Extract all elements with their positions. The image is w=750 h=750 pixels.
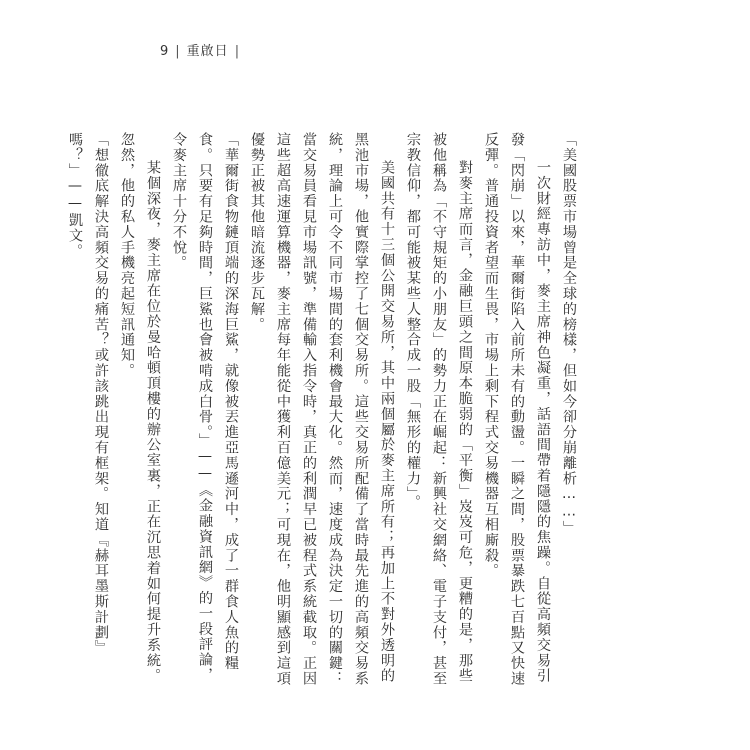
header-separator: |: [175, 44, 181, 59]
paragraph: 某個深夜，麥主席在位於曼哈頓頂樓的辦公室裏，正在沉思着如何提升系統。忽然，他的私人手機亮起短訊通知。: [119, 132, 161, 684]
paragraph: 美國共有十三個公開交易所，其中兩個屬於麥主席所有；再加上不對外透明的黑池市場，他實際掌控了七個交易所。這些交易所配備了當時最先進的高頻交易系統，理論上可令不同市場間的套利機會最大化。然而，速度成為決定一切的關鍵：當交易員看見市場訊號，準備輸入指令時，真正的利潤早已被程式系統截取。正因這些超高速運算機器，麥主席每年能從中獲利百億美元；可現在，他明顯感到這項優勢正被其他暗流逐步瓦解。: [249, 132, 395, 687]
header-separator-end: |: [234, 44, 241, 59]
paragraph: 對麥主席而言，金融巨頭之間原本脆弱的「平衡」岌岌可危，更糟的是，那些被他稱為「不守規矩的小朋友」的勢力正在崛起：新興社交網絡、電子支付，甚至宗教信仰，都可能被某些人整合成一股「無形的權力」。: [405, 132, 473, 687]
body-text: [62, 132, 582, 692]
paragraph: 「華爾街食物鏈頂端的深海巨鯊，就像被丟進亞馬遜河中，成了一群食人魚的糧食。只要有足夠時間，巨鯊也會被啃成白骨。」——《金融資訊網》的一段評論，令麥主席十分不悅。: [171, 132, 239, 683]
paragraph: 「美國股票市場曾是全球的榜樣，但如今卻分崩離析……」: [561, 132, 577, 536]
chapter-title: 重啟日: [186, 44, 229, 59]
paragraph: 一次財經專訪中，麥主席神色凝重，話語間帶着隱隱的焦躁。自從高頻交易引發「閃崩」以來，華爾街陷入前所未有的動盪。一瞬之間，股票暴跌七百點又快速反彈。普通投資者望而生畏，市場上剩下程式交易機器互相廝殺。: [483, 132, 551, 687]
running-head: [160, 40, 246, 59]
page-number: 9: [160, 44, 170, 59]
paragraph: 「想徹底解決高頻交易的痛苦？或許該跳出現有框架。知道『赫耳墨斯計劃』嗎？」——凱文。: [67, 132, 109, 656]
